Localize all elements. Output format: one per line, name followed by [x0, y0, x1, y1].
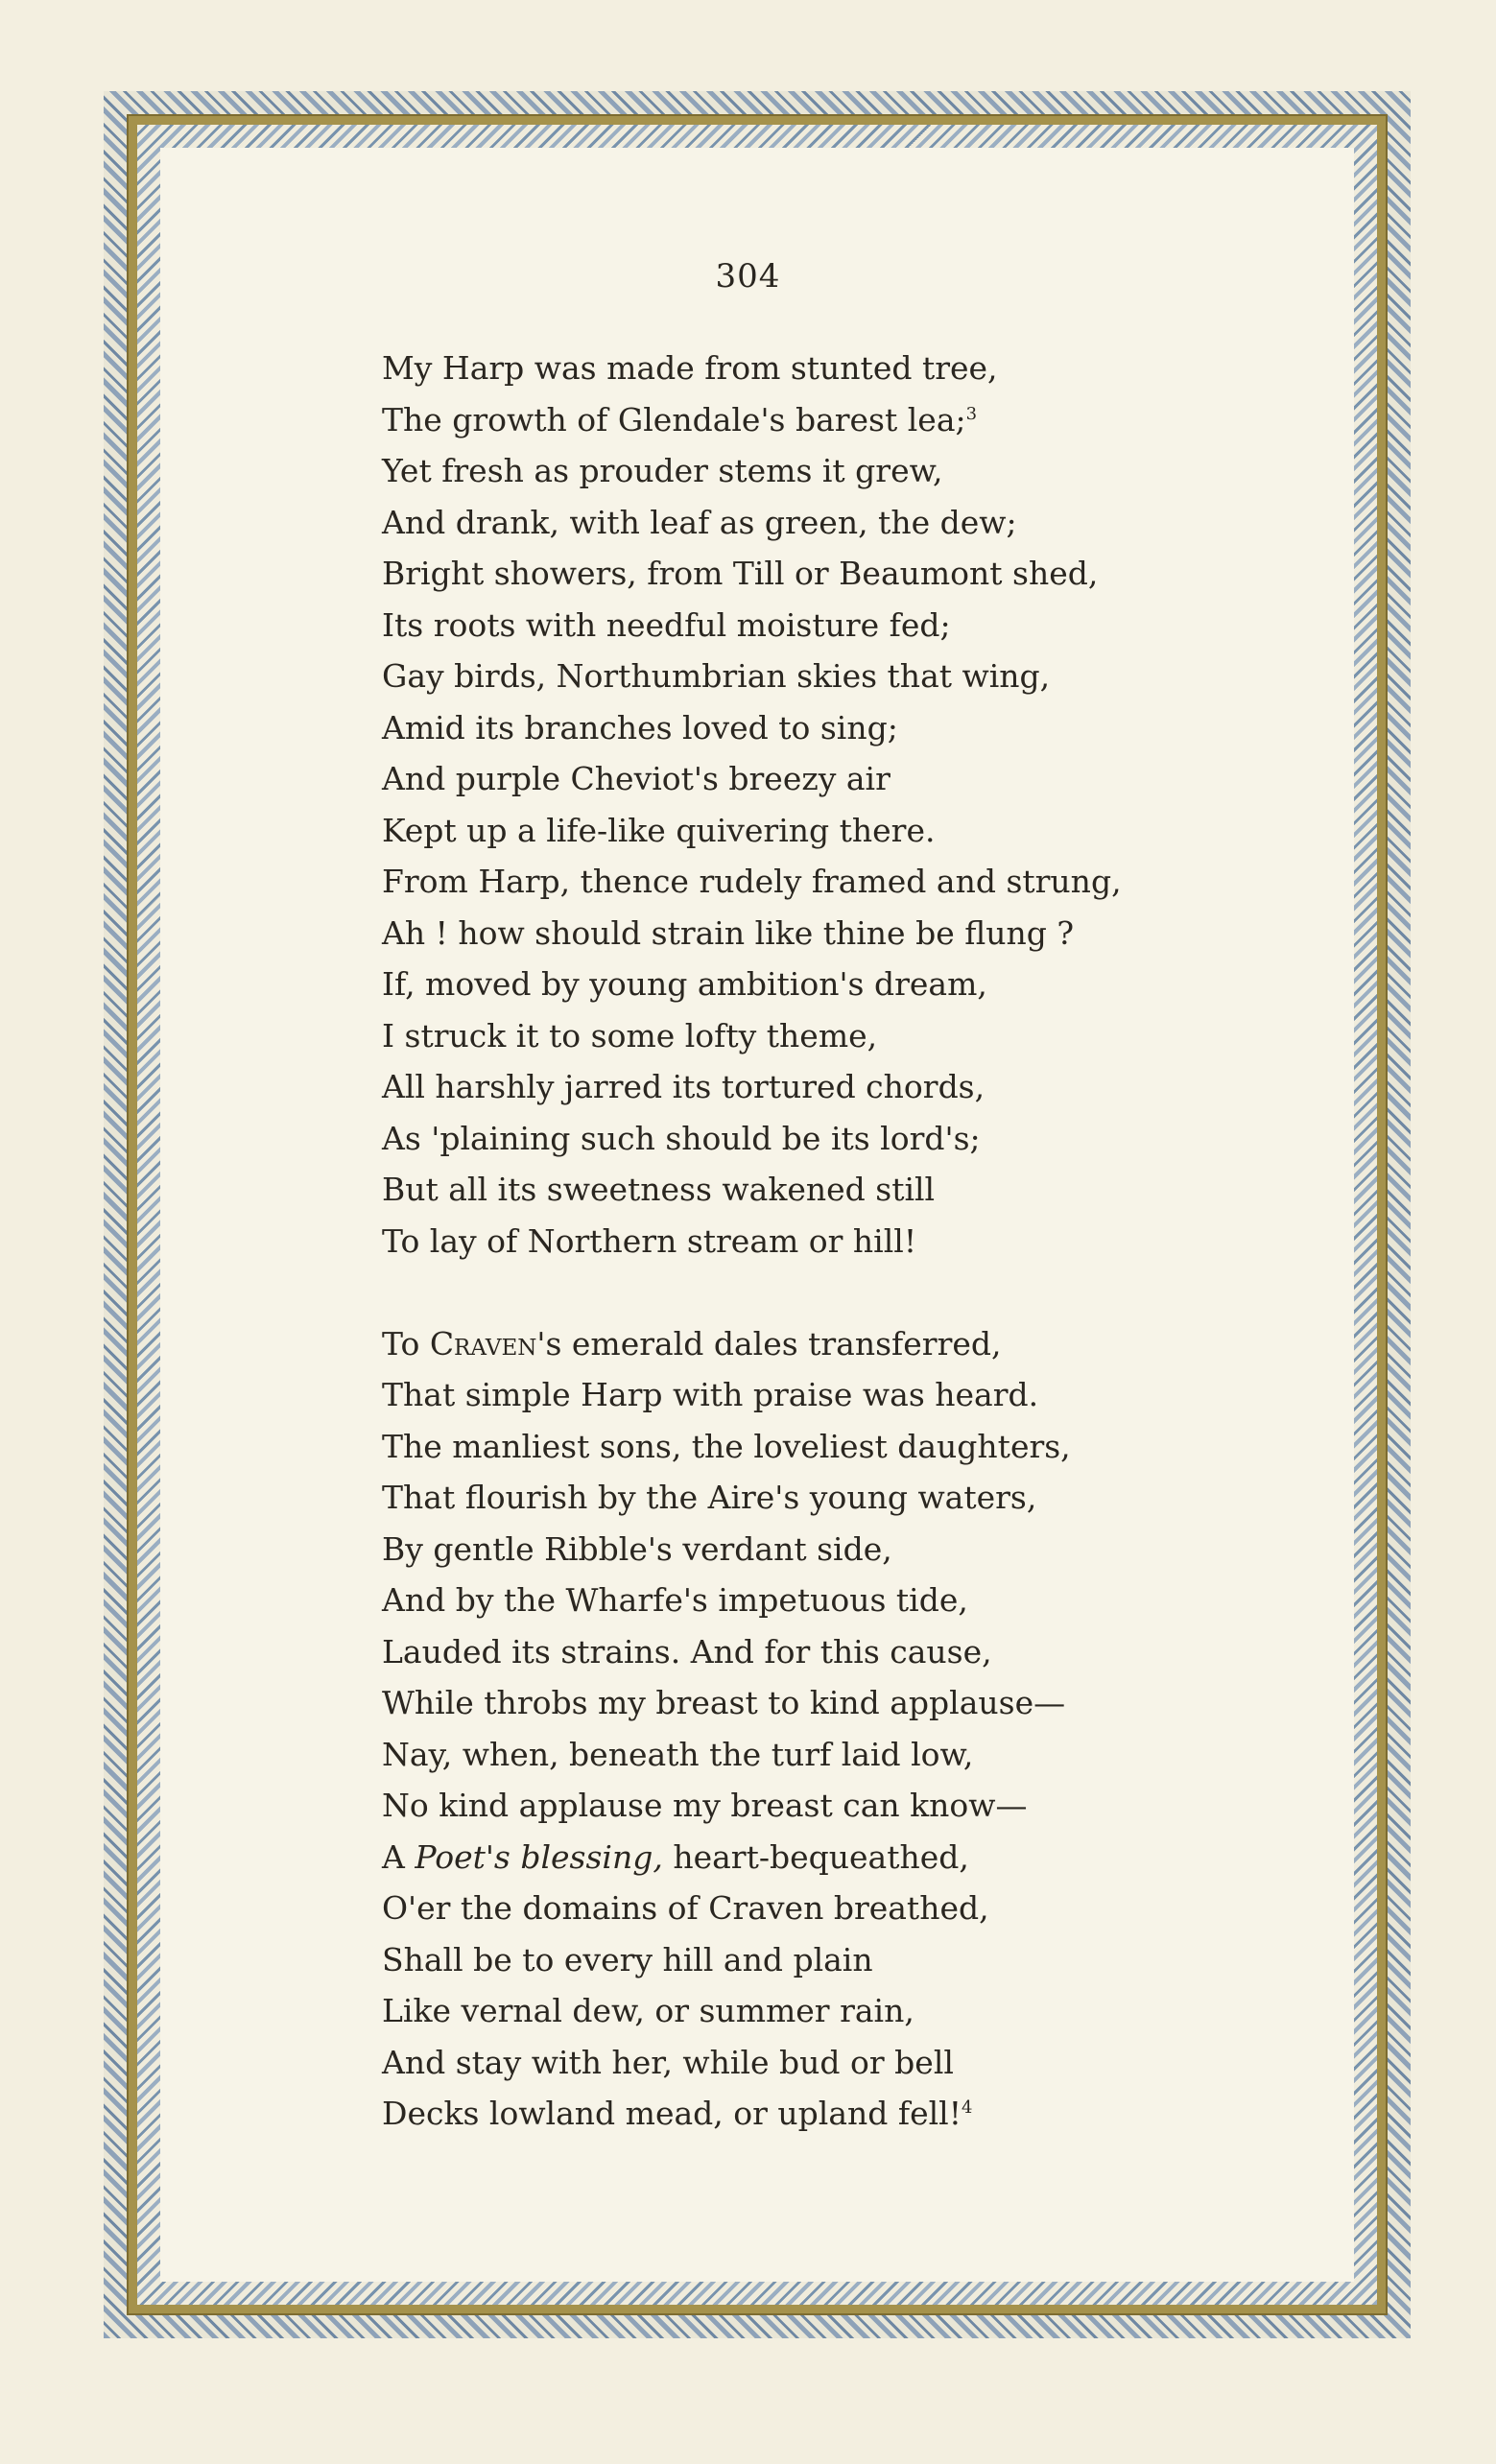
footnote-reference: 3: [965, 403, 978, 424]
poem-line: As 'plaining such should be its lord's;: [382, 1119, 981, 1157]
poem-line: And drank, with leaf as green, the dew;: [382, 503, 1017, 541]
poem-line: To Craven's emerald dales transferred,: [382, 1324, 1002, 1362]
poem-line: Decks lowland mead, or upland fell!$^4$: [382, 2095, 973, 2132]
poem-line: Kept up a life-like quivering there.: [382, 811, 936, 849]
poem-line: My Harp was made from stunted tree,: [382, 349, 998, 387]
poem-line: And purple Cheviot's breezy air: [382, 760, 890, 797]
poem-line: Nay, when, beneath the turf laid low,: [382, 1735, 974, 1773]
poem-line: Ah ! how should strain like thine be flung ?: [382, 913, 1075, 952]
poem-line: If, moved by young ambition's dream,: [382, 965, 987, 1003]
poem-line: Bright showers, from Till or Beaumont shed,: [382, 555, 1099, 592]
poem-line: But all its sweetness wakened still: [382, 1171, 936, 1208]
poem-line: The growth of Glendale's barest lea;$^3$: [382, 400, 978, 438]
poem-line: Lauded its strains. And for this cause,: [382, 1632, 992, 1670]
poem-line: Its roots with needful moisture fed;: [382, 605, 951, 644]
poem-line: Shall be to every hill and plain: [382, 1940, 873, 1978]
poem-text: [382, 343, 1246, 2140]
poem-line: Gay birds, Northumbrian skies that wing,: [382, 657, 1051, 695]
poem-line: I struck it to some lofty theme,: [382, 1016, 878, 1054]
poem-line: To lay of Northern stream or hill!: [382, 1221, 917, 1260]
poem-line: O'er the domains of Craven breathed,: [382, 1889, 989, 1927]
poem-line: Yet fresh as prouder stems it grew,: [382, 452, 943, 489]
poem-line: And stay with her, while bud or bell: [382, 2043, 954, 2081]
page-number: 304: [715, 257, 781, 296]
footnote-reference: 4: [961, 2097, 973, 2118]
poem-line: And by the Wharfe's impetuous tide,: [382, 1581, 968, 1619]
poem-line: That simple Harp with praise was heard.: [382, 1376, 1039, 1413]
poem-line: Like vernal dew, or summer rain,: [382, 1992, 914, 2029]
poem-line: A Poet's blessing, heart-bequeathed,: [382, 1837, 969, 1876]
poem-line: By gentle Ribble's verdant side,: [382, 1529, 892, 1568]
poem-line: While throbs my breast to kind applause—: [382, 1684, 1066, 1721]
poem-line: The manliest sons, the loveliest daughters,: [382, 1427, 1071, 1465]
poem-line: No kind applause my breast can know—: [382, 1787, 1028, 1824]
poem-line: Amid its branches loved to sing;: [382, 708, 898, 746]
poem-line: That flourish by the Aire's young waters,: [382, 1479, 1037, 1516]
poem-line: All harshly jarred its tortured chords,: [382, 1068, 985, 1105]
stanza-break: [382, 1267, 1246, 1318]
poem-line: From Harp, thence rudely framed and strung,: [382, 863, 1122, 900]
